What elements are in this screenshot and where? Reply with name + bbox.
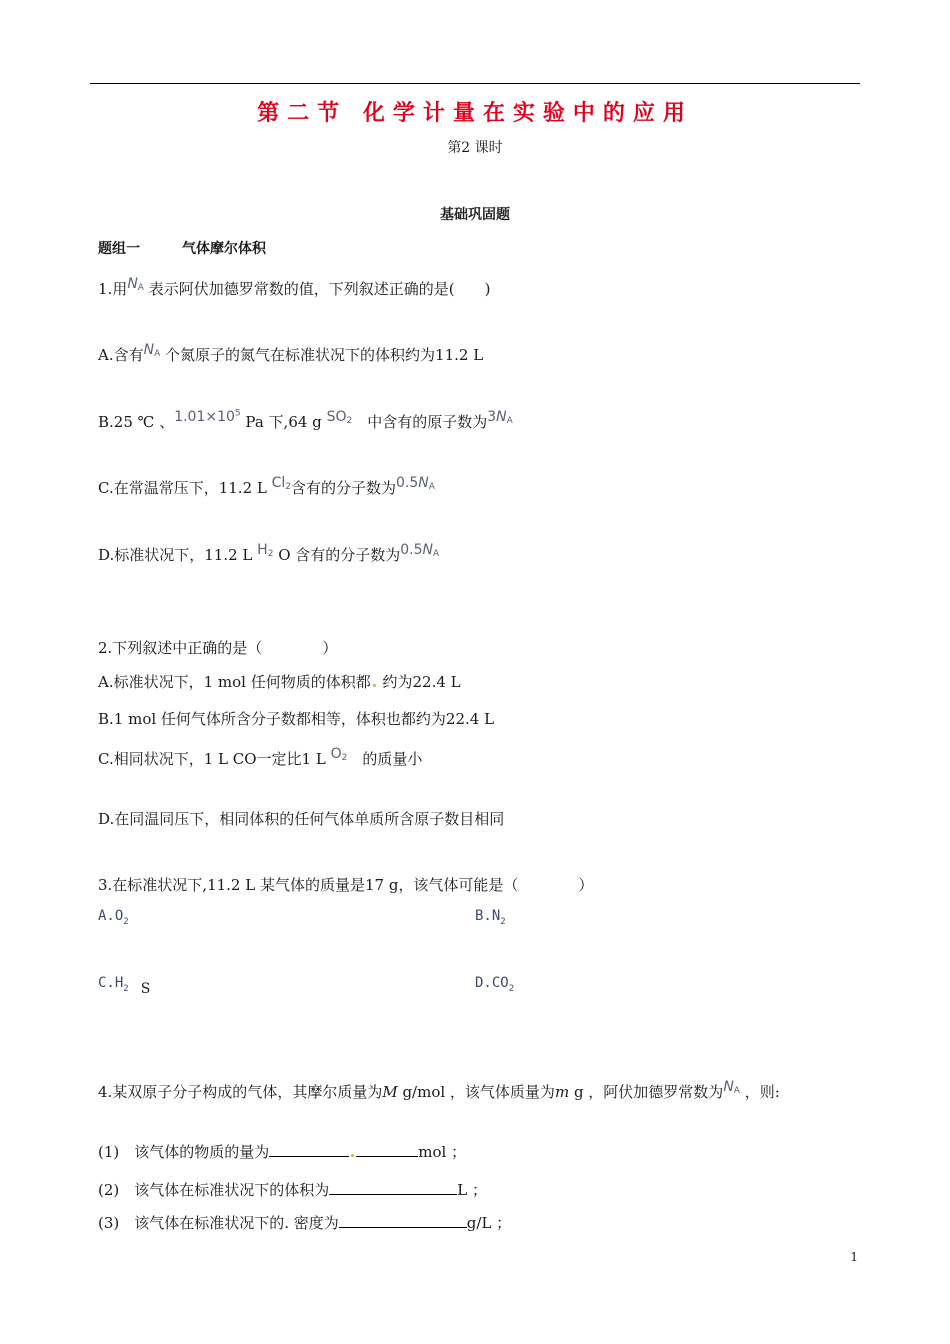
q2-option-d: D.在同温同压下，相同体积的任何气体单质所含原子数目相同 xyxy=(98,810,505,828)
q2-stem: 2.下列叙述中正确的是（ ） xyxy=(98,639,338,657)
answer-blank-1a[interactable] xyxy=(269,1142,349,1157)
q4-part-3: (3) 该气体在标准状况下的. 密度为 g/L ； xyxy=(98,1214,512,1232)
o2-formula: $O_2$ xyxy=(330,746,348,763)
page-title: 第二节 化学计量在实验中的应用 xyxy=(257,100,693,126)
na-coefficient: $0.5N_A$ xyxy=(396,475,435,492)
q3-option-b: $B.N_2$ xyxy=(475,908,506,927)
q1-option-b: B.25 ℃ 、$1.01\times 10^5$ Pa 下,64 g $SO_2$ 中含有的原子数为$3N_A$ xyxy=(98,408,513,431)
group-label: 题组一 xyxy=(98,241,140,257)
answer-blank-2[interactable] xyxy=(329,1180,457,1195)
group-name: 气体摩尔体积 xyxy=(182,241,266,257)
answer-blank-3[interactable] xyxy=(339,1213,467,1228)
q3-option-d: $D.CO_2$ xyxy=(475,975,515,994)
h2-formula: $H_2$ xyxy=(257,542,274,559)
pressure-value: $1.01\times 10^5$ xyxy=(174,408,241,425)
group-heading xyxy=(98,238,266,258)
cl2-formula: $Cl_2$ xyxy=(271,475,292,492)
q3-option-a: $A.O_2$ xyxy=(98,908,129,927)
stray-mark xyxy=(351,1154,354,1157)
q2-option-b: B.1 mol 任何气体所含分子数都相等，体积也都约为22.4 L xyxy=(98,710,495,728)
na-coefficient: $0.5N_A$ xyxy=(400,542,440,559)
q3-option-c: $C.H_2$ S xyxy=(98,975,151,997)
q3-stem: 3.在标准状况下,11.2 L 某气体的质量是17 g，该气体可能是（ ） xyxy=(98,876,594,894)
q1-stem: 1.用$N_A$ 表示阿伏加德罗常数的值，下列叙述正确的是( ) xyxy=(98,276,491,298)
q1-option-c: C.在常温常压下，11.2 L $Cl_2$含有的分子数为$0.5N_A$ xyxy=(98,475,435,497)
q4-stem: 4.某双原子分子构成的气体，其摩尔质量为M g/mol ，该气体质量为m g ，阿伏加德罗常数为$N_A$ ，则: xyxy=(98,1079,780,1101)
na-symbol: $N_A$ xyxy=(723,1079,740,1096)
q1-option-a: A.含有$N_A$ 个氮原子的氮气在标准状况下的体积约为11.2 L xyxy=(98,342,484,364)
section-title: 基础巩固题 xyxy=(440,207,510,223)
lesson-subtitle: 第2 课时 xyxy=(447,140,503,156)
so2-formula: $SO_2$ xyxy=(326,409,353,426)
q4-part-2: (2) 该气体在标准状况下的体积为 L ； xyxy=(98,1181,487,1199)
na-symbol: $N_A$ xyxy=(127,276,144,293)
answer-blank-1b[interactable] xyxy=(356,1142,418,1157)
na-symbol: $N_A$ xyxy=(143,342,161,359)
q4-part-1: (1) 该气体的物质的量为 mol ； xyxy=(98,1143,467,1161)
q1-option-d: D.标准状况下，11.2 L $H_2$ O 含有的分子数为$0.5N_A$ xyxy=(98,542,440,564)
q2-option-c: C.相同状况下，1 L CO一定比1 L $O_2$ 的质量小 xyxy=(98,746,423,768)
stray-mark xyxy=(373,684,376,687)
page-number: 1 xyxy=(850,1250,858,1264)
na-coefficient: $3N_A$ xyxy=(487,409,513,426)
q2-option-a: A.标准状况下，1 mol 任何物质的体积都 约为22.4 L xyxy=(98,673,461,691)
header-rule xyxy=(90,83,860,84)
